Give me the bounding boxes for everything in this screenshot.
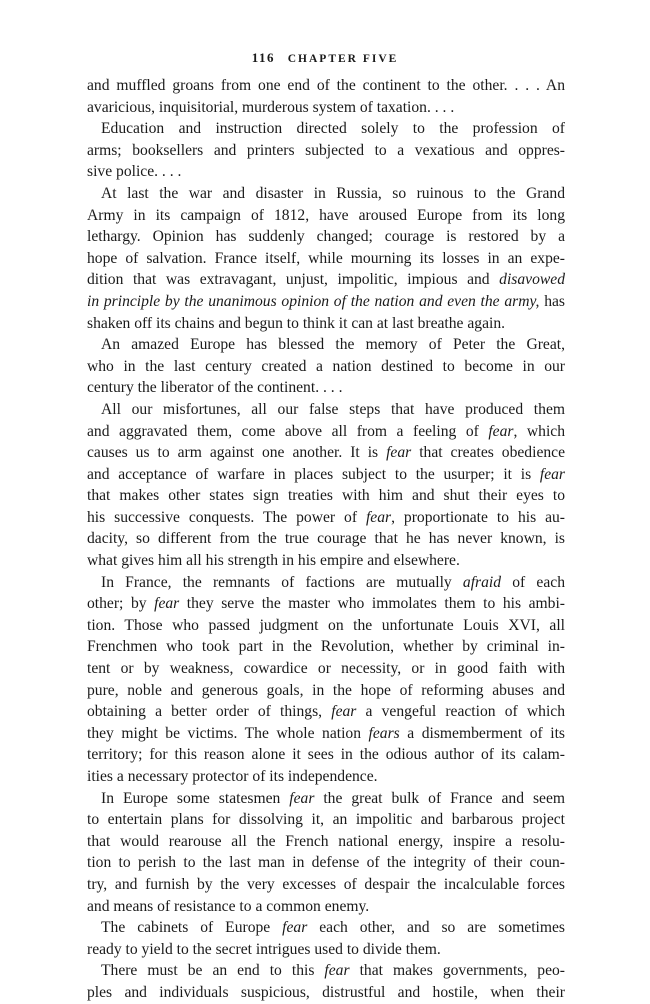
text-run: , which — [513, 422, 565, 440]
text-line: An amazed Europe has blessed the memory of Peter the Great, — [101, 336, 565, 354]
text-run: the great bulk of France and seem — [314, 789, 565, 807]
text-run: his successive conquests. The power of — [87, 508, 366, 526]
text-line: that would rearouse all the French national energy, inspire a resolu- — [87, 832, 565, 850]
text-line: and means of resistance to a common enemy. — [87, 897, 370, 915]
text-line: that makes other states sign treaties with him and shut their eyes to — [87, 487, 565, 505]
text-line: tent or by weakness, cowardice or necessity, or in good faith with — [87, 660, 565, 678]
text-run: There must be an end to this — [101, 962, 325, 980]
italic-text: fear — [154, 595, 180, 613]
text-run: dition that was extravagant, unjust, impolitic, impious and — [87, 271, 500, 289]
italic-text: fear — [282, 919, 308, 937]
text-run: obtaining a better order of things, — [87, 703, 332, 721]
text-line: what gives him all his strength in his empire and elsewhere. — [87, 552, 460, 570]
text-line: ples and individuals suspicious, distrustful and hostile, when their — [87, 983, 565, 1001]
text-line: arms; booksellers and printers subjected to a vexatious and oppres- — [87, 141, 565, 159]
text-line: and muffled groans from one end of the continent to the other. . . . An — [87, 77, 565, 94]
text-line: All our misfortunes, all our false steps that have produced them — [101, 400, 565, 418]
page-number: 116 — [251, 50, 275, 65]
text-line — [87, 442, 565, 464]
text-run: they might be victims. The whole nation — [87, 724, 369, 742]
text-line — [87, 421, 565, 443]
text-line — [87, 701, 565, 723]
text-run: In France, the remnants of factions are mutually — [101, 573, 463, 591]
text-line — [87, 917, 565, 939]
running-head — [0, 50, 650, 66]
text-line: territory; for this reason alone it sees in the odious author of its calam- — [87, 746, 565, 764]
text-line: Education and instruction directed solely to the profession of — [101, 120, 565, 138]
text-line: ities a necessary protector of its independence. — [87, 768, 378, 785]
text-line: who in the last century created a nation destined to become in our — [87, 357, 565, 375]
text-line: shaken off its chains and begun to think it can at last breathe again. — [87, 314, 506, 332]
text-run: a dismemberment of its — [399, 724, 565, 742]
italic-text: fear — [488, 422, 514, 440]
body-text — [87, 75, 565, 1004]
italic-text: fear — [539, 465, 565, 483]
text-run: that makes governments, peo- — [349, 962, 565, 980]
text-line: sive police. . . . — [87, 163, 182, 181]
text-line: Frenchmen who took part in the Revolution, whether by criminal in- — [87, 638, 565, 656]
text-run: causes us to arm against one another. It is — [87, 444, 387, 462]
text-run: each other, and so are sometimes — [307, 919, 565, 937]
text-run: , proportionate to his au- — [391, 508, 565, 526]
text-line: dacity, so different from the true courage that he has never known, is — [87, 530, 565, 548]
text-line: try, and furnish by the very excesses of despair the incalculable forces — [87, 875, 565, 893]
text-line — [87, 723, 565, 745]
italic-text: fear — [289, 789, 315, 807]
text-line: hope of salvation. France itself, while mourning its losses in an expe- — [87, 249, 565, 267]
text-line: At last the war and disaster in Russia, so ruinous to the Grand — [101, 184, 565, 202]
chapter-title: CHAPTER FIVE — [287, 53, 399, 65]
italic-text: disavowed — [499, 271, 565, 289]
text-line — [87, 572, 565, 594]
text-line: to entertain plans for dissolving it, an impolitic and barbarous project — [87, 811, 565, 829]
text-line — [87, 507, 565, 529]
italic-text: fear — [365, 508, 392, 526]
text-line — [87, 593, 565, 615]
text-line: tion. Those who passed judgment on the unfortunate Louis XVI, all — [87, 616, 565, 634]
text-line: lethargy. Opinion has suddenly changed; courage is restored by a — [87, 228, 565, 246]
text-line: Army in its campaign of 1812, have aroused Europe from its long — [87, 206, 565, 224]
text-run: In Europe some statesmen — [101, 789, 290, 807]
italic-text: fear — [331, 703, 357, 721]
text-run: The cabinets of Europe — [101, 919, 283, 937]
text-run: a vengeful reaction of which — [356, 703, 565, 721]
text-line: avaricious, inquisitorial, murderous system of taxation. . . . — [87, 98, 455, 116]
italic-text: fears — [368, 724, 400, 742]
text-line — [87, 269, 565, 291]
text-run: of each — [501, 573, 565, 591]
text-line — [87, 788, 565, 810]
text-run: has — [539, 292, 565, 310]
text-line: pure, noble and generous goals, in the hope of reforming abuses and — [87, 681, 565, 699]
text-line: ready to yield to the secret intrigues used to divide them. — [87, 940, 441, 958]
text-line — [87, 291, 565, 313]
text-run: other; by — [87, 595, 155, 613]
text-run: they serve the master who immolates them to his ambi- — [179, 595, 565, 613]
italic-text: in principle by the unanimous opinion of the nation and even the army, — [87, 292, 540, 310]
text-line — [87, 464, 565, 486]
text-line — [87, 960, 565, 982]
text-line: century the liberator of the continent. . . . — [87, 379, 343, 397]
italic-text: fear — [386, 444, 412, 462]
text-run: and aggravated them, come above all from a feeling of — [87, 422, 489, 440]
italic-text: afraid — [462, 573, 502, 591]
italic-text: fear — [324, 962, 350, 980]
text-run: and acceptance of warfare in places subject to the usurper; it is — [87, 465, 540, 483]
text-line: tion to perish to the last man in defense of the integrity of their coun- — [87, 854, 565, 872]
text-run: that creates obedience — [411, 444, 565, 462]
